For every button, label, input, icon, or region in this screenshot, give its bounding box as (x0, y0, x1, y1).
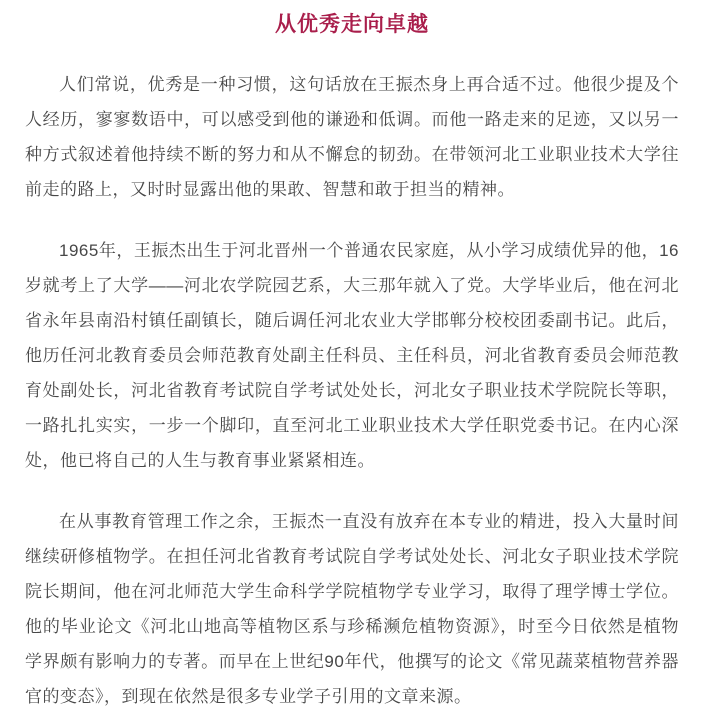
article-body (25, 67, 679, 707)
article-paragraph-1: 人们常说，优秀是一种习惯，这句话放在王振杰身上再合适不过。他很少提及个人经历，寥寥数语中，可以感受到他的谦逊和低调。而他一路走来的足迹，又以另一种方式叙述着他持续不断的努力和从不懈怠的韧劲。在带领河北工业职业技术大学往前走的路上，又时时显露出他的果敢、智慧和敢于担当的精神。 (25, 75, 679, 200)
article-paragraph-2: 1965年，王振杰出生于河北晋州一个普通农民家庭，从小学习成绩优异的他，16岁就考上了大学——河北农学院园艺系，大三那年就入了党。大学毕业后，他在河北省永年县南沿村镇任副镇长，随后调任河北农业大学邯郸分校校团委副书记。此后，他历任河北教育委员会师范教育处副主任科员、主任科员，河北省教育委员会师范教育处副处长，河北省教育考试院自学考试处处长，河北女子职业技术学院院长等职，一路扎扎实实，一步一个脚印，直至河北工业职业技术大学任职党委书记。在内心深处，他已将自己的人生与教育事业紧紧相连。 (25, 241, 679, 471)
article-title: 从优秀走向卓越 (275, 13, 429, 36)
article-paragraph-3: 在从事教育管理工作之余，王振杰一直没有放弃在本专业的精进，投入大量时间继续研修植物学。在担任河北省教育考试院自学考试处处长、河北女子职业技术学院院长期间，他在河北师范大学生命科学学院植物学专业学习，取得了理学博士学位。他的毕业论文《河北山地高等植物区系与珍稀濒危植物资源》，时至今日依然是植物学界颇有影响力的专著。而早在上世纪90年代，他撰写的论文《常见蔬菜植物营养器官的变态》，到现在依然是很多专业学子引用的文章来源。 (25, 512, 679, 707)
